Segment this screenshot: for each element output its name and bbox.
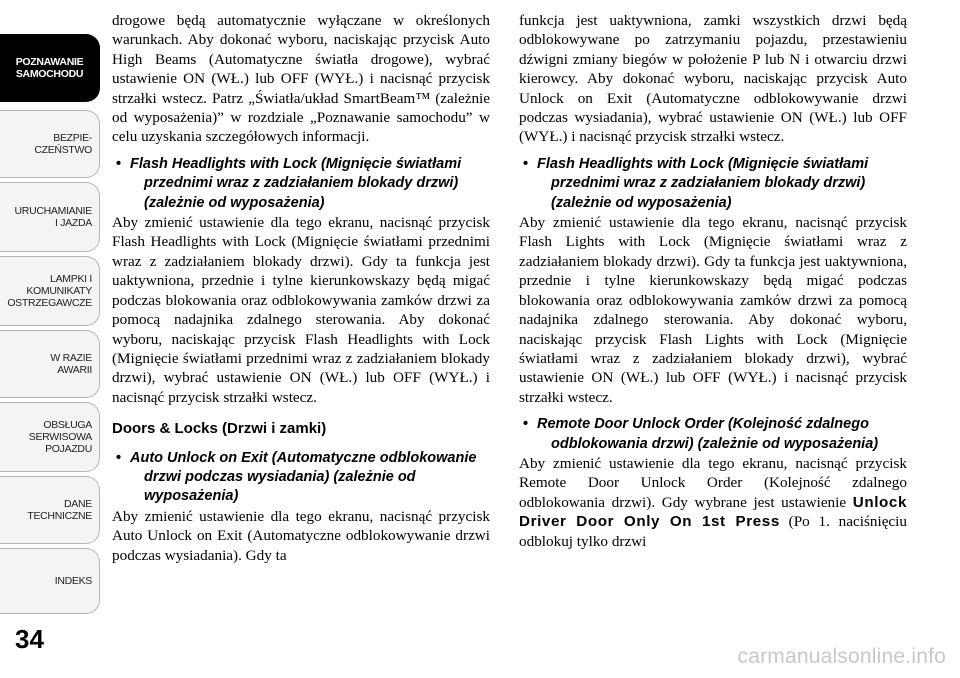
- tab-label: POZNAWANIE SAMOCHODU: [15, 56, 84, 80]
- tab-poznawanie-samochodu[interactable]: [0, 34, 100, 102]
- bullet-heading: • Flash Headlights with Lock (Mignięcie światłami przednimi wraz z zadziałaniem blokady drzwi) (zależnie od wyposażenia): [519, 155, 907, 213]
- tab-w-razie-awarii[interactable]: [0, 330, 100, 398]
- bullet-heading: • Auto Unlock on Exit (Automatyczne odblokowanie drzwi podczas wysiadania) (zależnie od wyposażenia): [112, 449, 490, 507]
- tab-dane-techniczne[interactable]: [0, 476, 100, 544]
- bullet-heading: • Flash Headlights with Lock (Mignięcie światłami przednimi wraz z zadziałaniem blokady drzwi) (zależnie od wyposażenia): [112, 155, 490, 213]
- watermark: carmanualsonline.info: [737, 645, 946, 668]
- paragraph: Aby zmienić ustawienie dla tego ekranu, nacisnąć przycisk Flash Headlights with Lock (Mignięcie światłami przednimi wraz z zadziałaniem blokady drzwi). Gdy ta funkcja jest uaktywniona, przednie i tylne kierunkowskazy będą migać podczas blokowania oraz odblokowywania zamków drzwi za pomocą nadajnika zdalnego sterowania. Aby dokonać wyboru, naciskając przycisk Flash Headlights with Lock (Mignięcie światłami przednimi wraz z zadziałaniem blokady drzwi), wybrać ustawienie ON (WŁ.) lub OFF (WYŁ.) i nacisnąć przycisk strzałki wstecz.: [112, 214, 490, 406]
- tab-label: DANE TECHNICZNE: [27, 498, 92, 522]
- tab-indeks[interactable]: [0, 548, 100, 614]
- tab-bezpieczenstwo[interactable]: [0, 110, 100, 178]
- tab-label: INDEKS: [54, 575, 92, 587]
- column-left: [112, 11, 490, 565]
- tab-lampki-i-komunikaty[interactable]: [0, 256, 100, 326]
- paragraph: funkcja jest uaktywniona, zamki wszystkich drzwi będą odblokowywane po zatrzymaniu pojazdu, przestawieniu dźwigni zmiany biegów w położenie P lub N i otwarciu drzwi kierowcy. Aby dokonać wyboru, naciskając przycisk Auto Unlock on Exit (Automatyczne odblokowywanie drzwi podczas wysiadania), wybrać ustawienie ON (WŁ.) lub OFF (WYŁ.) i nacisnąć przycisk strzałki wstecz.: [519, 12, 907, 146]
- paragraph: drogowe będą automatycznie wyłączane w określonych warunkach. Aby dokonać wyboru, naciskając przycisk Auto High Beams (Automatyczne światła drogowe), wybrać ustawienie ON (WŁ.) lub OFF (WYŁ.) i nacisnąć przycisk strzałki wstecz. Patrz „Światła/układ SmartBeam™ (zależnie od wyposażenia)” w rozdziale „Poznawanie samochodu” w celu uzyskania szczegółowych informacji.: [112, 12, 490, 146]
- bullet-heading: • Remote Door Unlock Order (Kolejność zdalnego odblokowania drzwi) (zależnie od wyposażenia): [519, 415, 907, 454]
- tab-uruchamianie-i-jazda[interactable]: [0, 182, 100, 252]
- paragraph: [519, 454, 907, 551]
- page-number: 34: [15, 624, 44, 654]
- tab-label: BEZPIE- CZEŃSTWO: [34, 132, 92, 156]
- text-run: (Po 1. naciśnięciu odblokuj tylko drzwi: [519, 513, 907, 550]
- paragraph: Aby zmienić ustawienie dla tego ekranu, nacisnąć przycisk Auto Unlock on Exit (Automatyczne odblokowywanie drzwi podczas wysiadania). Gdy ta: [112, 507, 490, 564]
- tab-label: OBSŁUGA SERWISOWA POJAZDU: [28, 419, 92, 455]
- paragraph: Aby zmienić ustawienie dla tego ekranu, nacisnąć przycisk Flash Lights with Lock (Mignięcie światłami wraz z zadziałaniem blokady drzwi). Gdy ta funkcja jest uaktywniona, przednie i tylne kierunkowskazy będą migać podczas blokowania oraz odblokowywania zamków drzwi za pomocą nadajnika zdalnego sterowania. Aby dokonać wyboru, naciskając przycisk Flash Lights with Lock (Mignięcie światłami wraz z zadziałaniem blokady drzwi), wybrać ustawienie ON (WŁ.) lub OFF (WYŁ.) i nacisnąć przycisk strzałki wstecz.: [519, 214, 907, 406]
- section-sidebar: [0, 0, 100, 678]
- section-heading: Doors & Locks (Drzwi i zamki): [112, 420, 327, 438]
- emphasized-setting: Unlock Driver Door Only On 1st Press: [519, 493, 907, 531]
- tab-obsluga-serwisowa[interactable]: [0, 402, 100, 472]
- tab-label: LAMPKI I KOMUNIKATY OSTRZEGAWCZE: [7, 273, 92, 309]
- column-right: [519, 11, 907, 551]
- text-run: Aby zmienić ustawienie dla tego ekranu, nacisnąć przycisk Remote Door Unlock Order (Kolejność zdalnego odblokowania drzwi). Gdy wybrane jest ustawienie: [519, 454, 907, 511]
- tab-label: W RAZIE AWARII: [50, 352, 92, 376]
- tab-label: URUCHAMIANIE I JAZDA: [14, 205, 92, 229]
